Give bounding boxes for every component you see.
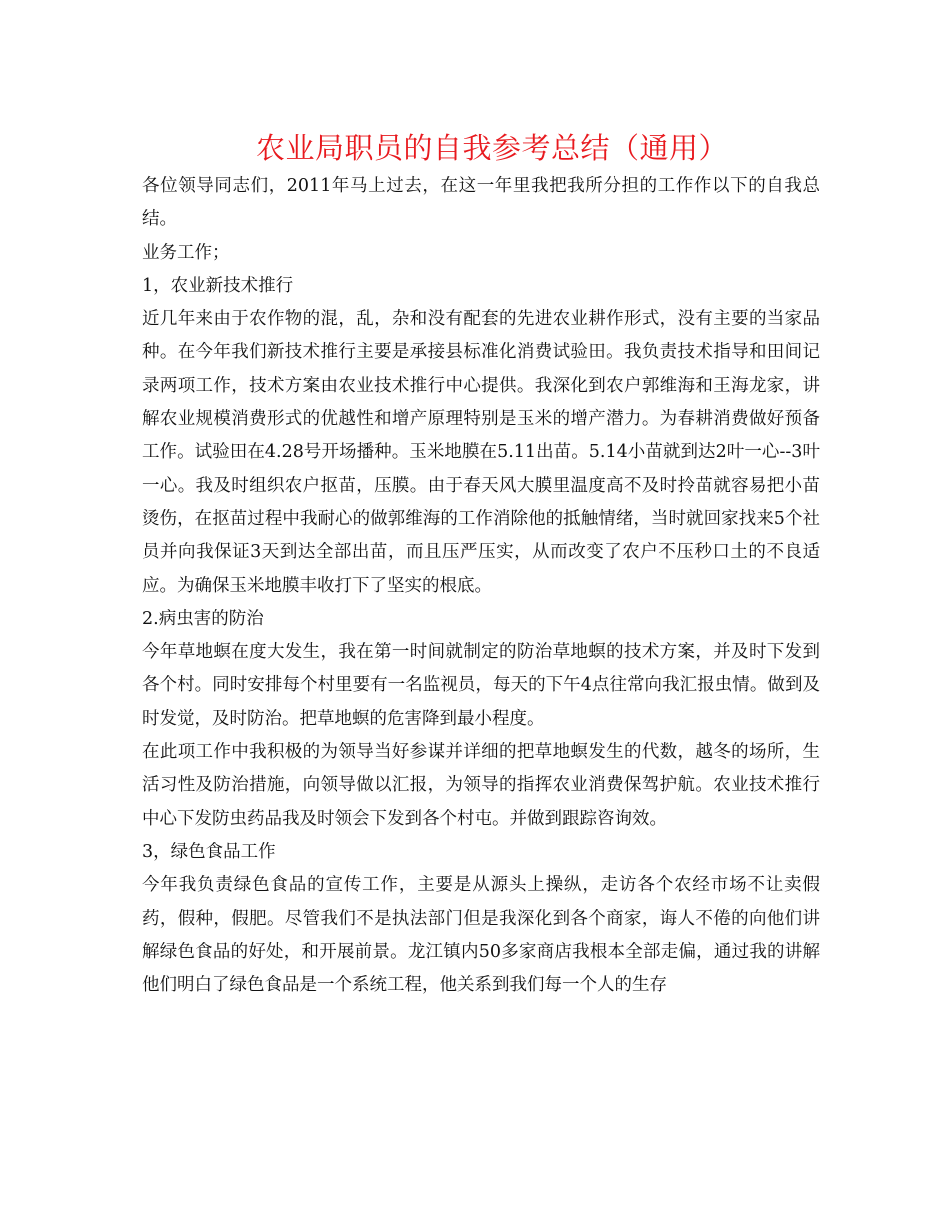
section-heading-3: 3，绿色食品工作 — [142, 841, 276, 862]
section-heading-business: 业务工作； — [142, 242, 230, 263]
section-2-paragraph-2: 在此项工作中我积极的为领导当好参谋并详细的把草地螟发生的代数，越冬的场所，生活习性及防治措施，向领导做以汇报，为领导的指挥农业消费保驾护航。农业技术推行中心下发防虫药品我及时领会下发到各个村屯。并做到跟踪咨询效。 — [142, 742, 820, 829]
section-heading-1: 1，农业新技术推行 — [142, 275, 294, 296]
section-3-paragraph: 今年我负责绿色食品的宣传工作，主要是从源头上操纵，走访各个农经市场不让卖假药，假种，假肥。尽管我们不是执法部门但是我深化到各个商家，诲人不倦的向他们讲解绿色食品的好处，和开展前景。龙江镇内50多家商店我根本全部走偏，通过我的讲解他们明白了绿色食品是一个系统工程，他关系到我们每一个人的生存 — [142, 875, 820, 996]
intro-paragraph: 各位领导同志们，2011年马上过去，在这一年里我把我所分担的工作作以下的自我总结。 — [142, 176, 820, 230]
section-1-paragraph: 近几年来由于农作物的混，乱，杂和没有配套的先进农业耕作形式，没有主要的当家品种。在今年我们新技术推行主要是承接县标准化消费试验田。我负责技术指导和田间记录两项工作，技术方案由农业技术推行中心提供。我深化到农户郭维海和王海龙家，讲解农业规模消费形式的优越性和增产原理特别是玉米的增产潜力。为春耕消费做好预备工作。试验田在4.28号开场播种。玉米地膜在5.11出苗。5.14小苗就到达2叶一心--3叶一心。我及时组织农户抠苗，压膜。由于春天风大膜里温度高不及时拎苗就容易把小苗烫伤，在抠苗过程中我耐心的做郭维海的工作消除他的抵触情绪，当时就回家找来5个社员并向我保证3天到达全部出苗，而且压严压实，从而改变了农户不压秒口土的不良适应。为确保玉米地膜丰收打下了坚实的根底。 — [142, 309, 820, 596]
section-heading-2: 2.病虫害的防治 — [142, 608, 264, 629]
document-title: 农业局职员的自我参考总结（通用） — [255, 131, 728, 165]
section-2-paragraph-1: 今年草地螟在度大发生，我在第一时间就制定的防治草地螟的技术方案，并及时下发到各个村。同时安排每个村里要有一名监视员，每天的下午4点往常向我汇报虫情。做到及时发觉，及时防治。把草地螟的危害降到最小程度。 — [142, 642, 820, 729]
document-body — [142, 170, 820, 1002]
